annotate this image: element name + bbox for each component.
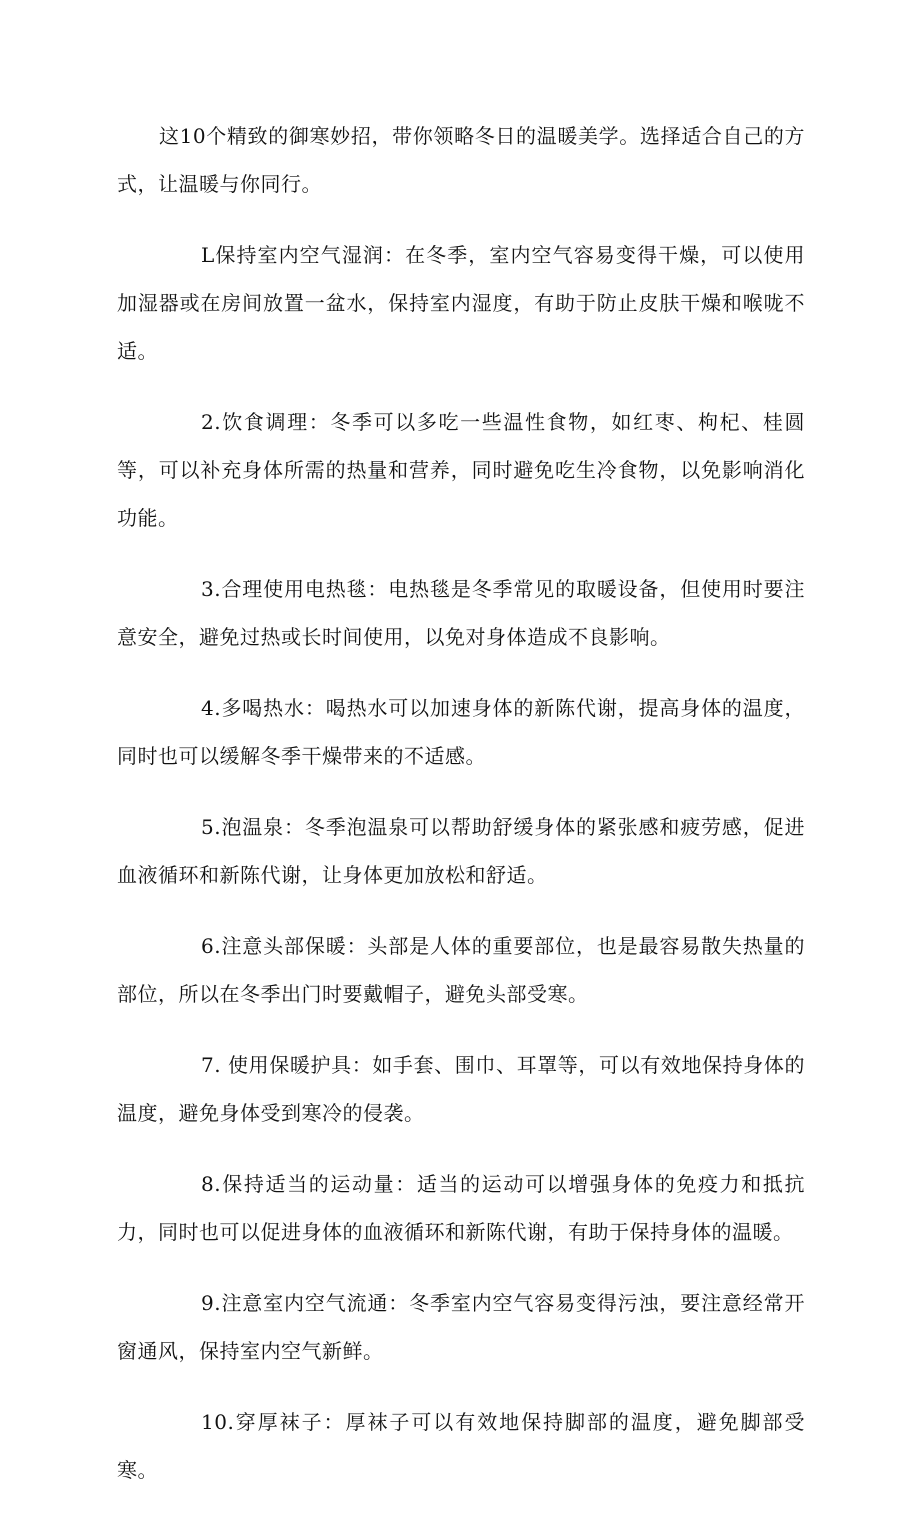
item-text: .多喝热水：喝热水可以加速身体的新陈代谢，提高身体的温度，同时也可以缓解冬季干燥带来的不适感。 (117, 696, 805, 768)
item-text: .注意室内空气流通：冬季室内空气容易变得污浊，要注意经常开窗通风，保持室内空气新鲜。 (117, 1291, 805, 1363)
item-text: .注意头部保暖：头部是人体的重要部位，也是最容易散失热量的部位，所以在冬季出门时要戴帽子，避免头部受寒。 (117, 934, 805, 1006)
list-item-5 (117, 803, 805, 899)
list-item-9 (117, 1279, 805, 1375)
item-number: 10 (201, 1410, 228, 1434)
item-text: .泡温泉：冬季泡温泉可以帮助舒缓身体的紧张感和疲劳感，促进血液循环和新陈代谢，让身体更加放松和舒适。 (117, 815, 805, 887)
list-item-6 (117, 922, 805, 1018)
item-number: 5 (201, 815, 215, 839)
list-item-7 (117, 1041, 805, 1137)
item-number: 2 (201, 410, 215, 434)
list-item-2 (117, 398, 805, 542)
item-text: .保持适当的运动量：适当的运动可以增强身体的免疫力和抵抗力，同时也可以促进身体的血液循环和新陈代谢，有助于保持身体的温暖。 (117, 1172, 805, 1244)
item-number: L (201, 243, 215, 267)
list-item-4 (117, 684, 805, 780)
item-text: .穿厚袜子：厚袜子可以有效地保持脚部的温度，避免脚部受寒。 (117, 1410, 805, 1482)
list-item-1 (117, 231, 805, 375)
item-text: . 使用保暖护具：如手套、围巾、耳罩等，可以有效地保持身体的温度，避免身体受到寒冷的侵袭。 (117, 1053, 805, 1125)
item-number: 8 (201, 1172, 215, 1196)
item-number: 4 (201, 696, 215, 720)
list-item-8 (117, 1160, 805, 1256)
item-number: 6 (201, 934, 215, 958)
document-body (117, 112, 805, 1517)
item-text: .合理使用电热毯：电热毯是冬季常见的取暖设备，但使用时要注意安全，避免过热或长时间使用，以免对身体造成不良影响。 (117, 577, 805, 649)
item-text: 保持室内空气湿润：在冬季，室内空气容易变得干燥，可以使用加湿器或在房间放置一盆水，保持室内湿度，有助于防止皮肤干燥和喉咙不适。 (117, 243, 805, 363)
item-number: 7 (201, 1053, 215, 1077)
intro-paragraph: 这10个精致的御寒妙招，带你领略冬日的温暖美学。选择适合自己的方式，让温暖与你同行。 (117, 124, 805, 196)
item-number: 9 (201, 1291, 215, 1315)
item-number: 3 (201, 577, 215, 601)
item-text: .饮食调理：冬季可以多吃一些温性食物，如红枣、枸杞、桂圆等，可以补充身体所需的热量和营养，同时避免吃生冷食物，以免影响消化功能。 (117, 410, 805, 530)
list-item-10 (117, 1398, 805, 1494)
list-item-3 (117, 565, 805, 661)
